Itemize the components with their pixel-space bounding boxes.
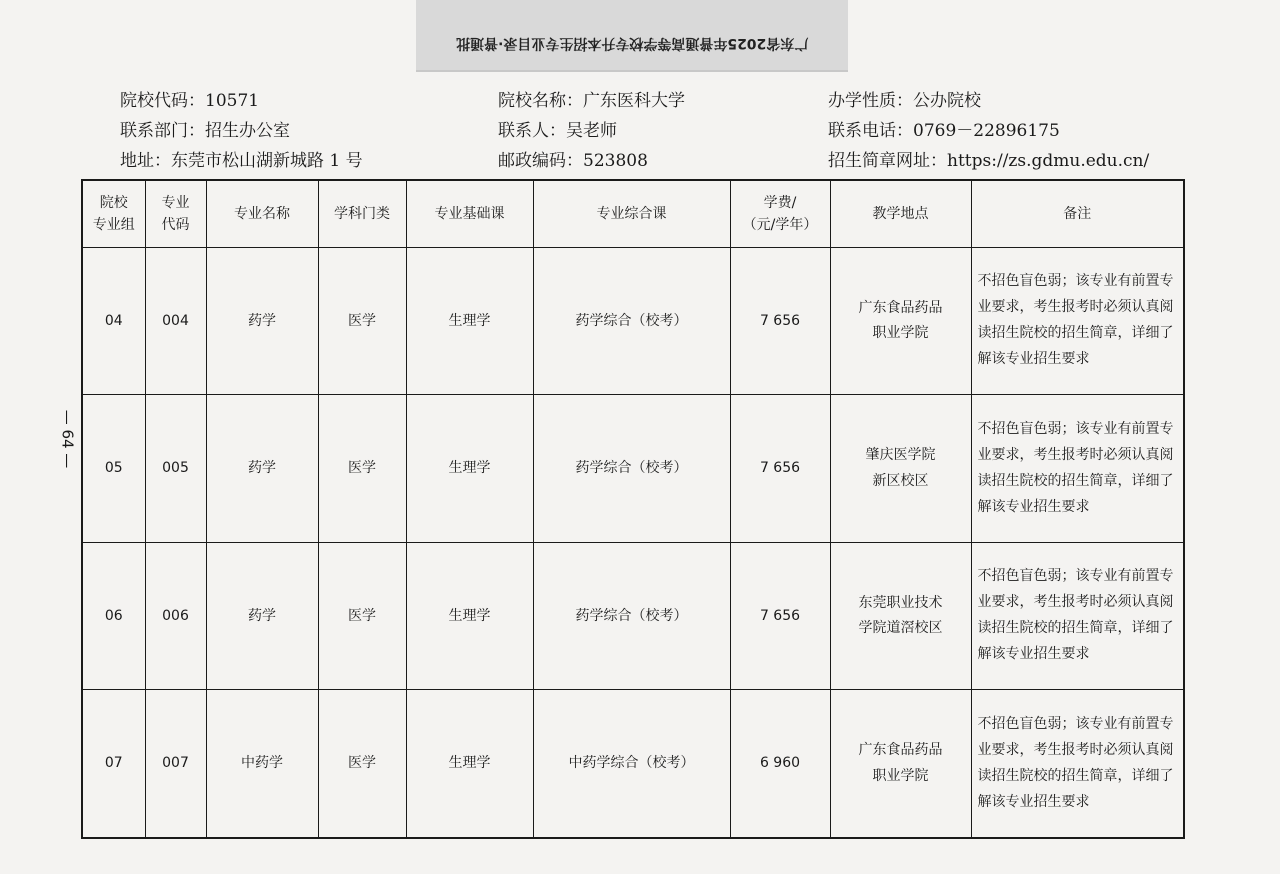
header-major-code: 专业 代码 bbox=[145, 180, 206, 248]
cell-comprehensive-course: 中药学综合（校考） bbox=[533, 690, 730, 838]
contact-person: 联系人：吴老师 bbox=[498, 121, 617, 141]
cell-comprehensive-course: 药学综合（校考） bbox=[533, 395, 730, 542]
cell-note: 不招色盲色弱；该专业有前置专业要求，考生报考时必须认真阅读招生院校的招生简章，详细了解该专业招生要求 bbox=[971, 248, 1184, 395]
cell-group: 04 bbox=[82, 248, 145, 395]
header-fee: 学费/ （元/学年） bbox=[730, 180, 830, 248]
cell-group: 05 bbox=[82, 395, 145, 542]
table-row bbox=[82, 542, 1184, 689]
page-header-title: 广东省2025年普通高等学校专升本招生专业目录·普通批 bbox=[455, 35, 809, 51]
table-header-row bbox=[82, 180, 1184, 248]
cell-fee: 6 960 bbox=[730, 690, 830, 838]
table-row bbox=[82, 395, 1184, 542]
page-number: — 64 — bbox=[58, 409, 77, 469]
school-address: 地址：东莞市松山湖新城路 1 号 bbox=[120, 151, 363, 171]
table-row bbox=[82, 690, 1184, 838]
cell-major-name: 中药学 bbox=[206, 690, 318, 838]
cell-major-name: 药学 bbox=[206, 248, 318, 395]
school-nature: 办学性质：公办院校 bbox=[828, 91, 981, 111]
school-name: 院校名称：广东医科大学 bbox=[498, 91, 685, 111]
cell-category: 医学 bbox=[318, 248, 406, 395]
cell-basic-course: 生理学 bbox=[406, 690, 533, 838]
cell-major-code: 004 bbox=[145, 248, 206, 395]
table-row bbox=[82, 248, 1184, 395]
cell-major-name: 药学 bbox=[206, 542, 318, 689]
cell-teaching-place: 广东食品药品 职业学院 bbox=[830, 248, 971, 395]
header-major-name: 专业名称 bbox=[206, 180, 318, 248]
cell-basic-course: 生理学 bbox=[406, 542, 533, 689]
header-note: 备注 bbox=[971, 180, 1184, 248]
cell-teaching-place: 肇庆医学院 新区校区 bbox=[830, 395, 971, 542]
cell-teaching-place: 东莞职业技术 学院道滘校区 bbox=[830, 542, 971, 689]
page-header-strip bbox=[416, 0, 848, 72]
major-catalog-table bbox=[81, 179, 1185, 839]
cell-major-code: 006 bbox=[145, 542, 206, 689]
cell-comprehensive-course: 药学综合（校考） bbox=[533, 248, 730, 395]
cell-fee: 7 656 bbox=[730, 395, 830, 542]
header-category: 学科门类 bbox=[318, 180, 406, 248]
cell-fee: 7 656 bbox=[730, 248, 830, 395]
cell-major-code: 007 bbox=[145, 690, 206, 838]
admission-website: 招生简章网址：https://zs.gdmu.edu.cn/ bbox=[828, 151, 1150, 171]
cell-note: 不招色盲色弱；该专业有前置专业要求，考生报考时必须认真阅读招生院校的招生简章，详细了解该专业招生要求 bbox=[971, 395, 1184, 542]
school-postcode: 邮政编码：523808 bbox=[498, 151, 648, 171]
header-teaching-place: 教学地点 bbox=[830, 180, 971, 248]
cell-basic-course: 生理学 bbox=[406, 248, 533, 395]
school-code: 院校代码：10571 bbox=[120, 91, 260, 111]
contact-department: 联系部门：招生办公室 bbox=[120, 121, 290, 141]
contact-phone: 联系电话：0769－22896175 bbox=[828, 121, 1060, 141]
cell-note: 不招色盲色弱；该专业有前置专业要求，考生报考时必须认真阅读招生院校的招生简章，详细了解该专业招生要求 bbox=[971, 690, 1184, 838]
cell-group: 06 bbox=[82, 542, 145, 689]
cell-note: 不招色盲色弱；该专业有前置专业要求，考生报考时必须认真阅读招生院校的招生简章，详细了解该专业招生要求 bbox=[971, 542, 1184, 689]
cell-group: 07 bbox=[82, 690, 145, 838]
cell-fee: 7 656 bbox=[730, 542, 830, 689]
header-group: 院校 专业组 bbox=[82, 180, 145, 248]
cell-category: 医学 bbox=[318, 690, 406, 838]
cell-basic-course: 生理学 bbox=[406, 395, 533, 542]
header-comprehensive-course: 专业综合课 bbox=[533, 180, 730, 248]
cell-category: 医学 bbox=[318, 395, 406, 542]
cell-major-code: 005 bbox=[145, 395, 206, 542]
header-basic-course: 专业基础课 bbox=[406, 180, 533, 248]
cell-comprehensive-course: 药学综合（校考） bbox=[533, 542, 730, 689]
cell-category: 医学 bbox=[318, 542, 406, 689]
cell-major-name: 药学 bbox=[206, 395, 318, 542]
cell-teaching-place: 广东食品药品 职业学院 bbox=[830, 690, 971, 838]
